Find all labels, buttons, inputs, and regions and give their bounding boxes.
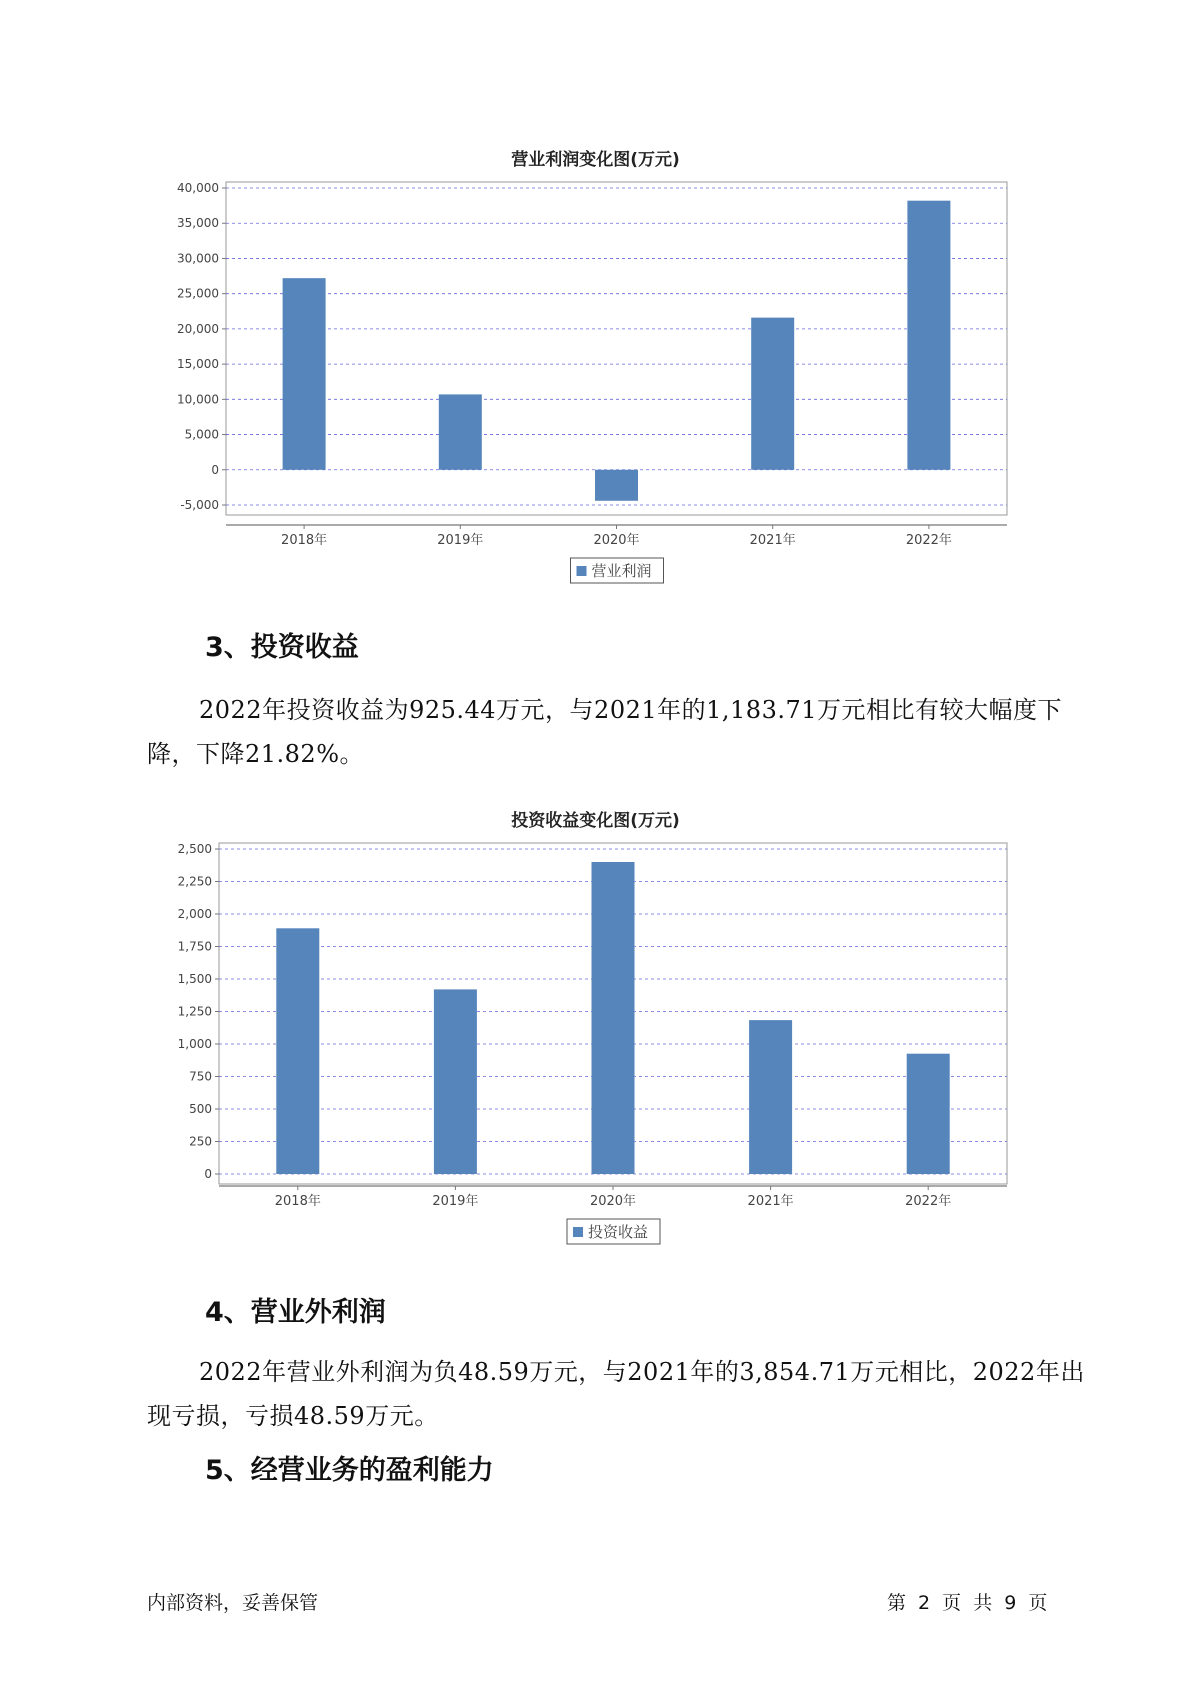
- x-tick-label: 2021年: [749, 533, 796, 548]
- y-tick-label: 1,750: [177, 939, 212, 954]
- bar-2018年: [276, 928, 319, 1174]
- y-tick-label: 35,000: [177, 216, 219, 231]
- y-tick-label: 1,000: [177, 1037, 212, 1051]
- bar-2019年: [434, 989, 477, 1174]
- x-tick-label: 2020年: [589, 1194, 637, 1209]
- y-tick-label: 1,500: [177, 972, 212, 986]
- x-tick-label: 2019年: [432, 1194, 479, 1209]
- bar-2020年: [592, 862, 635, 1174]
- y-tick-label: 0: [211, 462, 219, 477]
- section-heading-business-profitability: 5、经营业务的盈利能力: [205, 1455, 494, 1486]
- legend-swatch: [573, 1227, 583, 1237]
- footer-page-number: 第 2 页 共 9 页: [887, 1592, 1048, 1614]
- section-heading-non-operating-profit: 4、营业外利润: [205, 1297, 386, 1328]
- y-tick-label: -5,000: [180, 498, 219, 512]
- section-heading-investment-income: 3、投资收益: [205, 632, 359, 663]
- x-tick-label: 2019年: [437, 533, 484, 548]
- section-paragraph-non-operating-profit: 2022年营业外利润为负48.59万元，与2021年的3,854.71万元相比，2022年出现亏损，亏损48.59万元。: [147, 1358, 1085, 1430]
- y-tick-label: 2,500: [177, 842, 212, 856]
- y-tick-label: 500: [189, 1102, 212, 1116]
- y-tick-label: 15,000: [177, 357, 219, 372]
- x-tick-label: 2022年: [905, 1194, 952, 1209]
- legend-label: 投资收益: [588, 1223, 649, 1241]
- y-tick-label: 250: [189, 1134, 212, 1149]
- legend-label: 营业利润: [591, 562, 652, 580]
- x-tick-label: 2018年: [274, 1194, 321, 1209]
- y-tick-label: 25,000: [177, 286, 219, 301]
- y-tick-label: 2,250: [177, 874, 212, 889]
- y-tick-label: 2,000: [177, 907, 212, 921]
- y-tick-label: 20,000: [177, 321, 219, 336]
- x-tick-label: 2021年: [747, 1194, 794, 1209]
- bar-2021年: [749, 1020, 792, 1174]
- y-tick-label: 40,000: [177, 181, 219, 195]
- y-tick-label: 5,000: [184, 427, 219, 442]
- y-tick-label: 1,250: [177, 1004, 212, 1019]
- chart-title-investment-income: 投资收益变化图(万元): [511, 811, 680, 831]
- footer-confidential-note: 内部资料，妥善保管: [147, 1592, 319, 1614]
- chart-title-operating-profit: 营业利润变化图(万元): [511, 150, 680, 170]
- x-tick-label: 2022年: [905, 533, 952, 548]
- y-tick-label: 750: [189, 1069, 212, 1084]
- y-tick-label: 30,000: [177, 251, 219, 266]
- section-paragraph-investment-income: 2022年投资收益为925.44万元，与2021年的1,183.71万元相比有较大幅度下降，下降21.82%。: [147, 696, 1063, 768]
- x-tick-label: 2020年: [593, 533, 640, 548]
- y-tick-label: 10,000: [177, 392, 219, 407]
- x-tick-label: 2018年: [281, 533, 328, 548]
- y-tick-label: 0: [204, 1167, 212, 1181]
- bar-2022年: [907, 1054, 950, 1174]
